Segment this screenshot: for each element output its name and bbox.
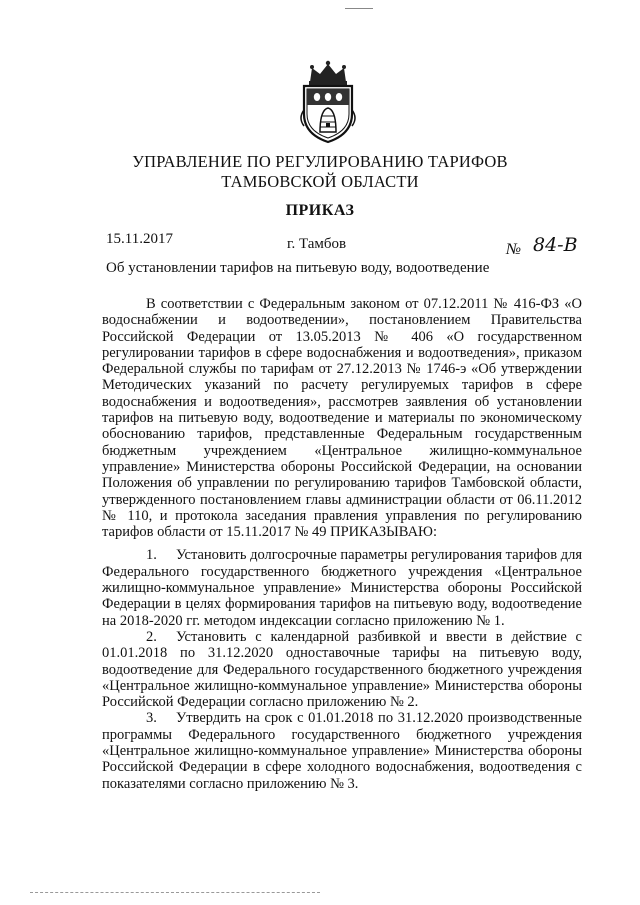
order-item-3 bbox=[102, 710, 582, 791]
document-type-title: ПРИКАЗ bbox=[285, 202, 355, 219]
item-number: 3. bbox=[146, 710, 157, 727]
document-number-label: № bbox=[506, 241, 522, 258]
document-number-handwritten: 84-В bbox=[533, 234, 578, 256]
footer-divider bbox=[30, 892, 320, 893]
item-text: Установить с календарной разбивкой и ввести в действие с 01.01.2018 по 31.12.2020 одноставочные тарифы на питьевую воду, водоотведение для Федерального государственного бюджетного учреждения «Центральное жилищно-коммунальное управление» Министерства обороны Российской Федерации согласно приложению № 2. bbox=[102, 628, 582, 711]
order-item-1 bbox=[102, 547, 582, 628]
document-subject: Об установлении тарифов на питьевую воду, водоотведение bbox=[106, 260, 490, 276]
organization-name-line1: УПРАВЛЕНИЕ ПО РЕГУЛИРОВАНИЮ ТАРИФОВ bbox=[132, 152, 508, 171]
item-text: Установить долгосрочные параметры регулирования тарифов для Федерального государственного бюджетного учреждения «Центральное жилищно-коммунальное управление» Министерства обороны Российской Федерации в целях формирования тарифов на питьевую воду, водоотведение на 2018-2020 гг. методом индексации согласно приложению № 1. bbox=[102, 547, 583, 629]
tambov-coat-of-arms-icon bbox=[296, 60, 360, 144]
document-city: г. Тамбов bbox=[287, 236, 347, 252]
organization-name-line2: ТАМБОВСКОЙ ОБЛАСТИ bbox=[221, 172, 419, 191]
document-date: 15.11.2017 bbox=[106, 231, 173, 247]
order-item-2 bbox=[102, 629, 582, 710]
top-divider bbox=[345, 8, 373, 9]
document-body bbox=[102, 296, 582, 792]
item-number: 1. bbox=[146, 547, 157, 564]
item-text: Утвердить на срок с 01.01.2018 по 31.12.2020 производственные программы Федерального государственного бюджетного учреждения «Центральное жилищно-коммунальное управление» Министерства обороны Российской Федерации в сфере холодного водоснабжения, водоотведения с показателями согласно приложению № 3. bbox=[102, 710, 582, 792]
preamble-paragraph: В соответствии с Федеральным законом от 07.12.2011 № 416-ФЗ «О водоснабжении и водоотведении», постановлением Правительства Российской Федерации от 13.05.2013 № 406 «О государственном регулировании тарифов в сфере водоснабжения и водоотведения», приказом Федеральной службы по тарифам от 27.12.2013 № 1746-э «Об утверждении Методических указаний по расчету регулируемых тарифов в сфере водоснабжения и водоотведения», рассмотрев заявления об установлении тарифов на питьевую воду, водоотведение и материалы по экономическому обоснованию тарифов, представленные Федеральным государственным бюджетным учреждением «Центральное жилищно-коммунальное управление» Министерства обороны Российской Федерации, на основании Положения об управлении по регулированию тарифов Тамбовской области, утвержденного постановлением главы администрации области от 06.11.2012 № 110, и протокола заседания правления управления по регулированию тарифов области от 15.11.2017 № 49 ПРИКАЗЫВАЮ: bbox=[102, 296, 582, 541]
item-number: 2. bbox=[146, 628, 157, 645]
